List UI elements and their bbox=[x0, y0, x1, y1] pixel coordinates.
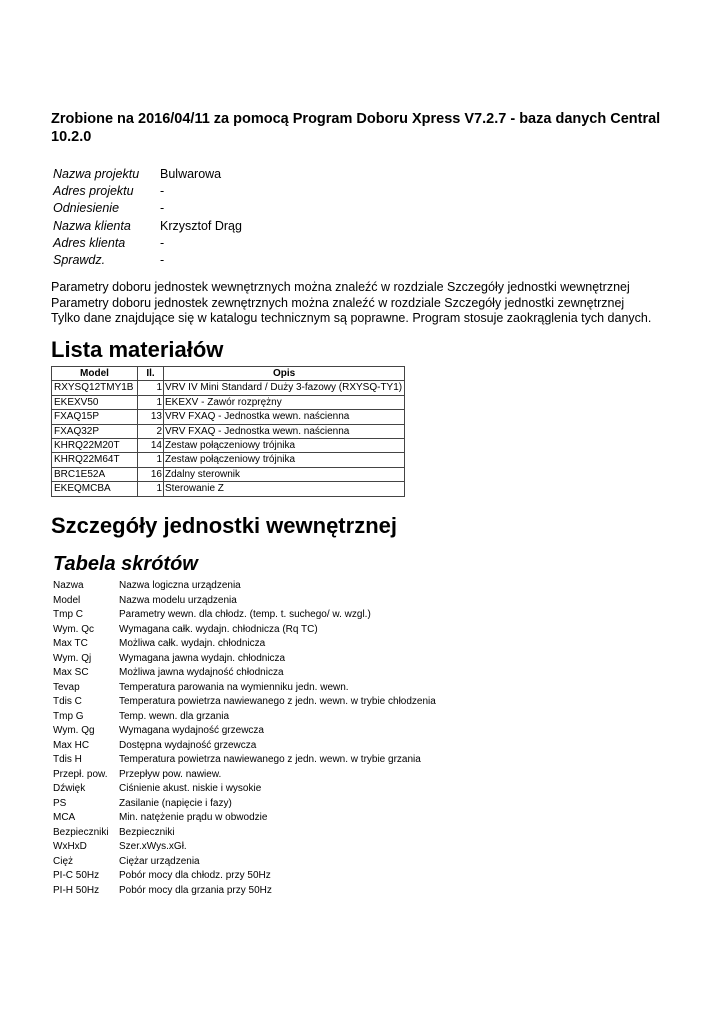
info-row bbox=[53, 235, 242, 252]
note-line: Parametry doboru jednostek zewnętrznych można znaleźć w rozdziale Szczegóły jednostki zewnętrznej bbox=[51, 295, 625, 310]
project-info bbox=[53, 166, 242, 269]
abbreviation-description: Temperatura parowania na wymienniku jedn. wewn. bbox=[119, 681, 349, 693]
cell-qty: 13 bbox=[138, 410, 164, 424]
cell-opis: Zdalny sterownik bbox=[164, 467, 405, 481]
table-header-row bbox=[52, 367, 405, 381]
abbreviation-description: Temperatura powietrza nawiewanego z jedn. wewn. w trybie chłodzenia bbox=[119, 696, 436, 707]
abbreviation-key: Tdis C bbox=[53, 696, 82, 707]
cell-model: FXAQ32P bbox=[52, 424, 138, 438]
info-row bbox=[53, 183, 242, 200]
abbreviation-row bbox=[53, 855, 436, 870]
abbreviation-key: Tmp G bbox=[53, 710, 84, 722]
table-row bbox=[52, 439, 405, 453]
cell-qty: 2 bbox=[138, 424, 164, 438]
cell-model: RXYSQ12TMY1B bbox=[52, 381, 138, 395]
abbreviation-key: Cięż bbox=[53, 855, 74, 867]
abbreviation-description: Ciężar urządzenia bbox=[119, 855, 200, 867]
abbreviation-row bbox=[53, 608, 436, 623]
abbreviation-key: Tdis H bbox=[53, 754, 82, 765]
abbreviation-description: Nazwa modelu urządzenia bbox=[119, 594, 237, 606]
abbreviation-row bbox=[53, 840, 436, 855]
note-line: Tylko dane znajdujące się w katalogu technicznym są poprawne. Program stosuje zaokrąglenia tych danych. bbox=[51, 311, 652, 325]
report-title: Zrobione na 2016/04/11 za pomocą Program Doboru Xpress V7.2.7 - baza danych Central 10.2.0 bbox=[51, 111, 661, 145]
abbreviation-key: Bezpieczniki bbox=[53, 826, 109, 838]
table-row bbox=[52, 395, 405, 409]
abbreviation-key: Model bbox=[53, 594, 81, 606]
info-value: Krzysztof Drąg bbox=[160, 218, 242, 233]
abbreviation-row bbox=[53, 652, 436, 667]
cell-model: KHRQ22M64T bbox=[52, 453, 138, 467]
abbreviation-row bbox=[53, 724, 436, 739]
abbreviation-description: Wymagana jawna wydajn. chłodnicza bbox=[119, 652, 286, 664]
abbreviation-key: Wym. Qc bbox=[53, 623, 95, 635]
abbreviation-key: Nazwa bbox=[53, 580, 84, 591]
cell-qty: 14 bbox=[138, 439, 164, 453]
abbreviation-description: Temp. wewn. dla grzania bbox=[119, 710, 230, 722]
abbreviation-row bbox=[53, 869, 436, 884]
info-label: Sprawdz. bbox=[53, 252, 106, 267]
column-header-opis: Opis bbox=[164, 367, 405, 381]
abbreviation-description: Ciśnienie akust. niskie i wysokie bbox=[119, 783, 262, 794]
abbreviation-key: Tevap bbox=[53, 681, 80, 693]
info-label: Odniesienie bbox=[53, 201, 120, 216]
notes bbox=[51, 280, 651, 327]
abbreviation-key: Przepł. pow. bbox=[53, 768, 108, 780]
table-row bbox=[52, 424, 405, 438]
abbreviation-row bbox=[53, 681, 436, 696]
info-label: Adres klienta bbox=[53, 235, 126, 250]
abbreviation-row bbox=[53, 782, 436, 797]
abbreviation-key: Wym. Qg bbox=[53, 725, 95, 736]
abbreviation-row bbox=[53, 666, 436, 681]
column-header-qty: Il. bbox=[138, 367, 164, 381]
cell-model: BRC1E52A bbox=[52, 467, 138, 481]
abbreviation-description: Parametry wewn. dla chłodz. (temp. t. suchego/ w. wzgl.) bbox=[119, 609, 371, 620]
cell-model: EKEXV50 bbox=[52, 395, 138, 409]
abbreviation-description: Pobór mocy dla chłodz. przy 50Hz bbox=[119, 870, 271, 881]
cell-qty: 1 bbox=[138, 381, 164, 395]
info-value: - bbox=[160, 252, 165, 267]
abbreviation-row bbox=[53, 637, 436, 652]
abbreviation-key: Max HC bbox=[53, 739, 90, 751]
abbreviation-description: Nazwa logiczna urządzenia bbox=[119, 580, 241, 591]
abbreviation-description: Wymagana całk. wydajn. chłodnicza (Rq TC) bbox=[119, 623, 318, 635]
abbreviation-key: MCA bbox=[53, 812, 76, 823]
materials-table bbox=[51, 366, 405, 497]
abbreviation-description: Temperatura powietrza nawiewanego z jedn. wewn. w trybie grzania bbox=[119, 754, 421, 765]
cell-opis: EKEXV - Zawór rozprężny bbox=[164, 395, 405, 409]
abbreviation-key: PS bbox=[53, 797, 67, 809]
abbreviations-list bbox=[53, 579, 436, 898]
cell-qty: 16 bbox=[138, 467, 164, 481]
abbreviation-description: Dostępna wydajność grzewcza bbox=[119, 739, 257, 751]
abbreviation-key: Dźwięk bbox=[53, 783, 86, 794]
cell-opis: Zestaw połączeniowy trójnika bbox=[164, 439, 405, 453]
table-row bbox=[52, 410, 405, 424]
abbreviation-row bbox=[53, 695, 436, 710]
cell-opis: VRV FXAQ - Jednostka wewn. naścienna bbox=[164, 424, 405, 438]
abbreviation-row bbox=[53, 884, 436, 899]
cell-model: FXAQ15P bbox=[52, 410, 138, 424]
abbreviation-key: Wym. Qj bbox=[53, 652, 92, 664]
abbreviation-row bbox=[53, 579, 436, 594]
info-row bbox=[53, 166, 242, 183]
indoor-details-heading: Szczegóły jednostki wewnętrznej bbox=[51, 513, 397, 538]
abbreviation-key: Max SC bbox=[53, 667, 89, 678]
abbreviation-row bbox=[53, 623, 436, 638]
abbreviation-description: Bezpieczniki bbox=[119, 826, 175, 838]
abbreviation-description: Możliwa całk. wydajn. chłodnicza bbox=[119, 638, 266, 649]
abbreviation-row bbox=[53, 710, 436, 725]
cell-model: KHRQ22M20T bbox=[52, 439, 138, 453]
abbreviation-description: Szer.xWys.xGł. bbox=[119, 841, 187, 852]
abbreviation-row bbox=[53, 826, 436, 841]
note-line: Parametry doboru jednostek wewnętrznych można znaleźć w rozdziale Szczegóły jednostki wewnętrznej bbox=[51, 280, 630, 294]
info-label: Adres projektu bbox=[53, 184, 134, 199]
abbreviation-key: PI-H 50Hz bbox=[53, 884, 100, 896]
info-label: Nazwa projektu bbox=[53, 167, 140, 181]
cell-opis: Zestaw połączeniowy trójnika bbox=[164, 453, 405, 467]
column-header-model: Model bbox=[52, 367, 138, 381]
info-value: - bbox=[160, 235, 165, 250]
info-value: Bulwarowa bbox=[160, 167, 222, 181]
info-row bbox=[53, 218, 242, 235]
cell-qty: 1 bbox=[138, 453, 164, 467]
abbreviation-description: Możliwa jawna wydajność chłodnicza bbox=[119, 667, 284, 678]
cell-opis: VRV FXAQ - Jednostka wewn. naścienna bbox=[164, 410, 405, 424]
abbreviations-heading: Tabela skrótów bbox=[53, 553, 198, 575]
abbreviation-row bbox=[53, 797, 436, 812]
abbreviation-key: WxHxD bbox=[53, 841, 87, 852]
abbreviation-description: Wymagana wydajność grzewcza bbox=[119, 725, 264, 736]
table-row bbox=[52, 381, 405, 395]
info-value: - bbox=[160, 201, 165, 216]
abbreviation-key: Tmp C bbox=[53, 609, 83, 620]
abbreviation-key: Max TC bbox=[53, 638, 88, 649]
cell-opis: Sterowanie Z bbox=[164, 482, 405, 496]
info-label: Nazwa klienta bbox=[53, 218, 131, 233]
materials-heading: Lista materiałów bbox=[51, 337, 224, 362]
cell-qty: 1 bbox=[138, 482, 164, 496]
abbreviation-description: Pobór mocy dla grzania przy 50Hz bbox=[119, 884, 272, 896]
abbreviation-description: Przepływ pow. nawiew. bbox=[119, 768, 222, 780]
abbreviation-description: Zasilanie (napięcie i fazy) bbox=[119, 797, 232, 809]
abbreviation-row bbox=[53, 753, 436, 768]
abbreviation-row bbox=[53, 594, 436, 609]
cell-qty: 1 bbox=[138, 395, 164, 409]
abbreviation-row bbox=[53, 768, 436, 783]
cell-opis: VRV IV Mini Standard / Duży 3-fazowy (RXYSQ-TY1) bbox=[164, 381, 405, 395]
abbreviation-row bbox=[53, 811, 436, 826]
table-row bbox=[52, 467, 405, 481]
info-row bbox=[53, 200, 242, 217]
table-row bbox=[52, 453, 405, 467]
table-row bbox=[52, 482, 405, 496]
info-row bbox=[53, 252, 242, 269]
cell-model: EKEQMCBA bbox=[52, 482, 138, 496]
abbreviation-row bbox=[53, 739, 436, 754]
abbreviation-key: PI-C 50Hz bbox=[53, 870, 100, 881]
abbreviation-description: Min. natężenie prądu w obwodzie bbox=[119, 812, 268, 823]
info-value: - bbox=[160, 184, 165, 199]
